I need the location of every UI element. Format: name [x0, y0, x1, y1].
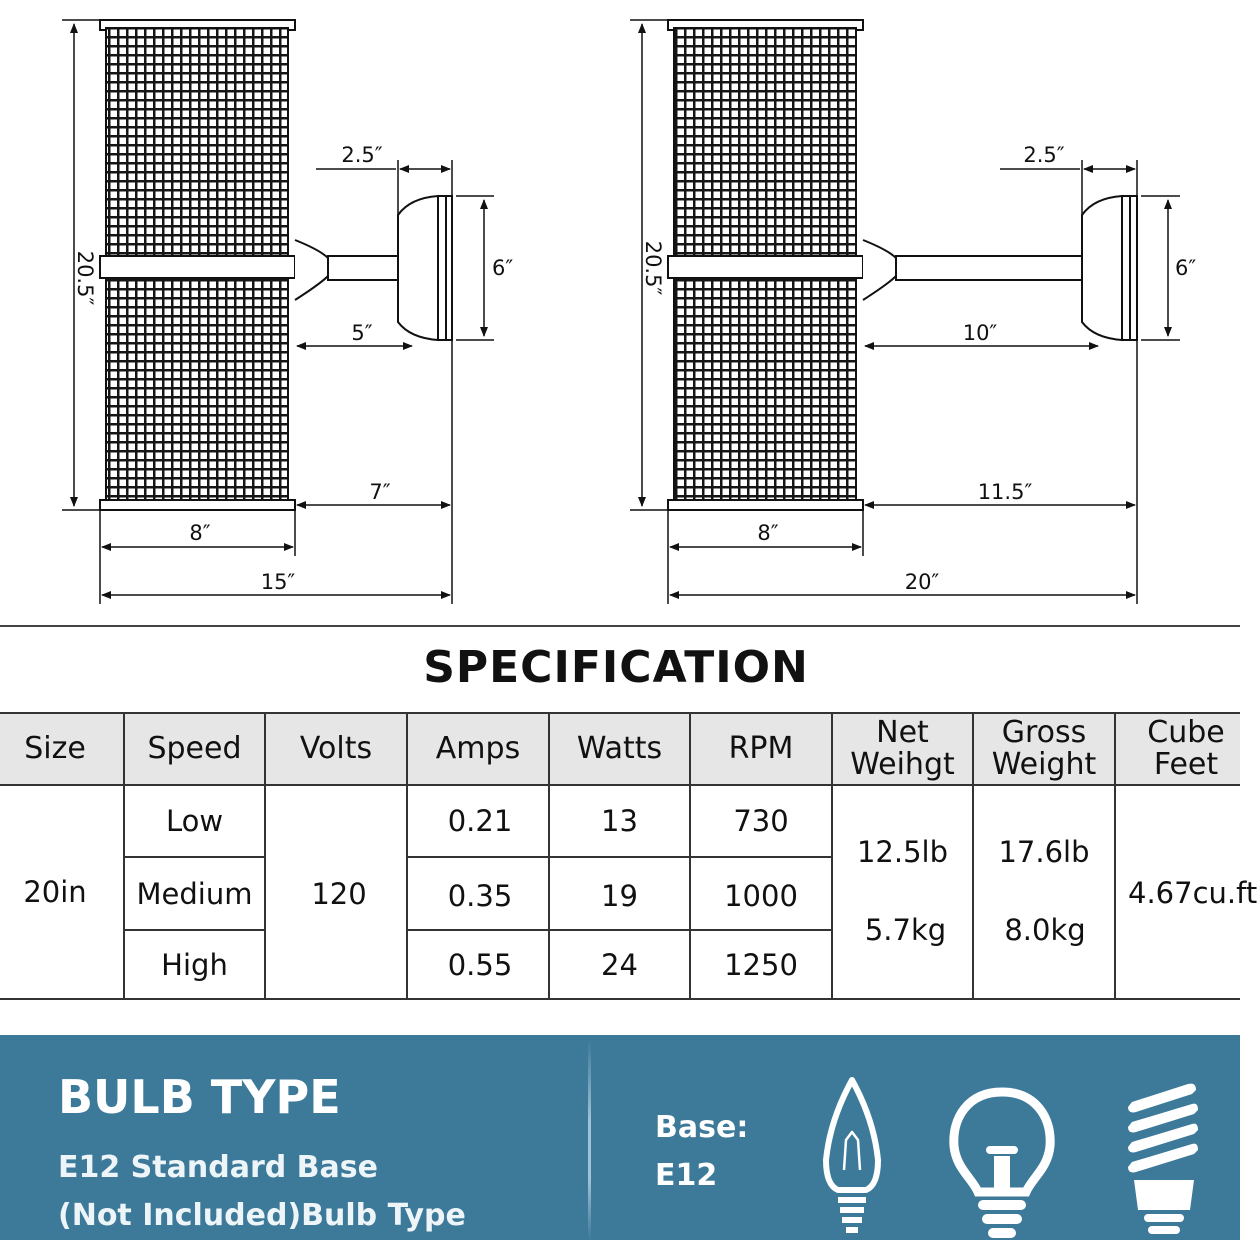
base-label: Base:	[655, 1110, 749, 1145]
cube-feet-value: 4.67cu.ft	[1128, 876, 1257, 910]
dimension-diagram	[0, 0, 1240, 620]
amps-low: 0.21	[447, 804, 513, 838]
left-arm-label: 5″	[351, 321, 373, 345]
header-gross-weight: Gross Weight	[991, 715, 1097, 782]
header-cube-feet: Cube Feet	[1147, 715, 1225, 782]
speed-high: High	[161, 947, 228, 982]
left-height-label: 20.5″	[73, 250, 97, 306]
left-center-to-wall-label: 7″	[369, 480, 391, 504]
watts-high: 24	[601, 947, 638, 982]
net-weight-lb: 12.5lb	[856, 835, 949, 869]
speed-medium: Medium	[136, 876, 253, 911]
right-arm-label: 10″	[962, 321, 998, 345]
speed-low: Low	[165, 804, 224, 838]
right-height-label: 20.5″	[641, 240, 665, 296]
specification-table	[0, 712, 1257, 1002]
a19-bulb-icon	[954, 1092, 1050, 1238]
left-fixture-drawing	[62, 20, 494, 604]
watts-low: 13	[601, 804, 638, 838]
amps-high: 0.55	[447, 947, 513, 982]
size-value: 20in	[23, 875, 87, 909]
header-watts: Watts	[576, 731, 663, 766]
right-width-label: 8″	[757, 521, 779, 545]
amps-medium: 0.35	[447, 878, 513, 913]
rpm-low: 730	[733, 804, 789, 838]
left-total-depth-label: 15″	[260, 570, 296, 594]
panel-divider	[588, 1040, 591, 1240]
bulb-type-title: BULB TYPE	[58, 1070, 341, 1124]
rpm-high: 1250	[724, 947, 798, 982]
header-amps: Amps	[435, 731, 521, 766]
specification-title: SPECIFICATION	[423, 642, 809, 693]
section-divider	[0, 625, 1240, 627]
watts-medium: 19	[601, 878, 638, 913]
header-rpm: RPM	[728, 731, 794, 766]
header-speed: Speed	[147, 731, 242, 766]
header-volts: Volts	[299, 731, 373, 766]
header-size: Size	[24, 731, 86, 766]
base-value: E12	[655, 1158, 718, 1193]
right-center-to-wall-label: 11.5″	[977, 480, 1033, 504]
gross-weight-lb: 17.6lb	[998, 835, 1090, 869]
header-net-weight: Net Weihgt	[850, 715, 955, 782]
spiral-cfl-icon	[1128, 1084, 1198, 1234]
volts-value: 120	[311, 877, 367, 911]
gross-weight-kg: 8.0kg	[1004, 913, 1086, 947]
bulb-description-line1: E12 Standard Base	[58, 1150, 378, 1185]
right-fixture-drawing	[630, 20, 1180, 604]
left-canopy-depth-label: 2.5″	[341, 143, 383, 167]
net-weight-kg: 5.7kg	[864, 913, 947, 947]
right-canopy-depth-label: 2.5″	[1023, 143, 1065, 167]
bulb-description-line2: (Not Included)Bulb Type	[58, 1198, 466, 1233]
right-total-depth-label: 20″	[904, 570, 940, 594]
left-canopy-height-label: 6″	[492, 256, 514, 280]
rpm-medium: 1000	[724, 878, 798, 913]
left-width-label: 8″	[189, 521, 211, 545]
candle-bulb-icon	[826, 1080, 878, 1230]
right-canopy-height-label: 6″	[1175, 256, 1197, 280]
bulb-icons	[800, 1060, 1240, 1240]
